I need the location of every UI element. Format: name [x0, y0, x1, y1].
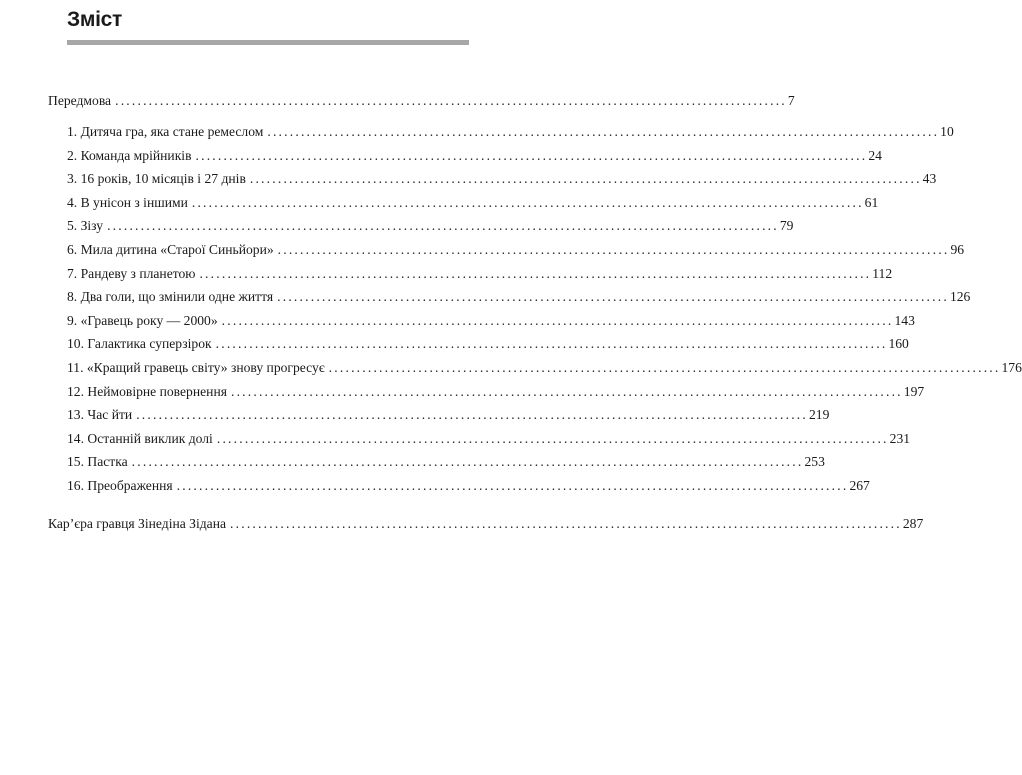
dot-leader: ........................................................................................................................	[277, 289, 949, 305]
toc-entry-label: 3. 16 років, 10 місяців і 27 днів	[67, 171, 246, 187]
toc-entry-chapter[interactable]	[67, 194, 879, 212]
toc-entry-page: 287	[902, 516, 924, 531]
toc-entry-career[interactable]	[48, 515, 924, 533]
toc-entry-page: 7	[787, 93, 795, 108]
toc-entry-label: 7. Рандеву з планетою	[67, 265, 196, 281]
toc-entry-chapter[interactable]	[67, 312, 915, 330]
dot-leader: ........................................................................................................................	[230, 516, 902, 531]
toc-entry-page: 24	[868, 147, 882, 163]
toc-entry-label: 15. Пастка	[67, 454, 128, 470]
dot-leader: ........................................................................................................................	[107, 218, 779, 234]
toc-entry-page: 197	[903, 383, 925, 399]
toc-entry-chapter[interactable]	[67, 217, 794, 235]
dot-leader: ........................................................................................................................	[199, 265, 872, 281]
dot-leader: ........................................................................................................................	[249, 171, 922, 187]
toc-entry-label: 16. Преображення	[67, 478, 173, 493]
toc-entry-page: 61	[864, 194, 879, 210]
toc-entry-chapter[interactable]	[67, 335, 909, 353]
toc-entry-label: 10. Галактика суперзірок	[67, 336, 212, 352]
dot-leader: ........................................................................................................................	[191, 194, 864, 210]
toc-entry-label: 11. «Кращий гравець світу» знову прогресує	[67, 360, 325, 375]
dot-leader: ........................................................................................................................	[136, 407, 808, 423]
toc-entry-label: 1. Дитяча гра, яка стане ремеслом	[67, 124, 264, 139]
toc-entry-chapter[interactable]	[67, 383, 925, 401]
toc-entry-page: 112	[872, 265, 893, 281]
toc-entry-page: 176	[1001, 360, 1022, 375]
toc-entry-label: 4. В унісон з іншими	[67, 194, 188, 210]
toc-entry-page: 219	[809, 407, 830, 423]
toc-entry-label: 14. Останній виклик долі	[67, 430, 213, 446]
toc-entry-chapter[interactable]	[67, 241, 965, 259]
toc-entry-label: 2. Команда мрійників	[67, 147, 192, 163]
dot-leader: ........................................................................................................................	[131, 454, 804, 470]
toc-entry-label: 8. Два голи, що змінили одне життя	[67, 289, 274, 305]
toc-entry-page: 253	[804, 454, 825, 470]
dot-leader: ........................................................................................................................	[176, 478, 849, 493]
toc-entry-page: 96	[950, 242, 965, 257]
toc-entry-preface[interactable]	[48, 92, 795, 110]
toc-entry-page: 79	[779, 218, 794, 234]
toc-entry-chapter[interactable]	[67, 147, 882, 165]
dot-leader: ........................................................................................................................	[195, 147, 868, 163]
dot-leader: ........................................................................................................................	[277, 242, 950, 257]
dot-leader: ........................................................................................................................	[267, 124, 940, 139]
toc-entry-page: 43	[922, 171, 937, 187]
toc-entry-chapter[interactable]	[67, 123, 954, 141]
toc-entry-page: 10	[940, 124, 954, 139]
toc-entry-chapter[interactable]	[67, 288, 971, 306]
toc-entry-page: 267	[849, 478, 870, 493]
dot-leader: ........................................................................................................................	[115, 93, 787, 108]
dot-leader: ........................................................................................................................	[328, 360, 1001, 375]
toc-entry-label: 9. «Гравець року — 2000»	[67, 312, 218, 328]
toc-entry-chapter[interactable]	[67, 406, 830, 424]
dot-leader: ........................................................................................................................	[221, 312, 894, 328]
toc-entry-label: 6. Мила дитина «Старої Синьйори»	[67, 242, 274, 257]
toc-entry-page: 231	[889, 430, 911, 446]
toc-entry-label: 5. Зізу	[67, 218, 104, 234]
dot-leader: ........................................................................................................................	[216, 430, 889, 446]
toc-entry-chapter[interactable]	[67, 430, 911, 448]
toc-entry-page: 143	[894, 312, 915, 328]
title-rule	[67, 40, 469, 45]
toc-entry-chapter[interactable]	[67, 477, 870, 495]
page-title: Зміст	[67, 8, 122, 31]
toc-entry-page: 126	[949, 289, 971, 305]
toc-entry-chapter[interactable]	[67, 170, 937, 188]
toc-entry-label: 13. Час йти	[67, 407, 133, 423]
toc-entry-label: Кар’єра гравця Зінедіна Зідана	[48, 516, 227, 531]
dot-leader: ........................................................................................................................	[215, 336, 888, 352]
toc-entry-label: Передмова	[48, 93, 112, 108]
dot-leader: ........................................................................................................................	[230, 383, 903, 399]
toc-entry-chapter[interactable]	[67, 265, 893, 283]
toc-entry-chapter[interactable]	[67, 359, 1022, 377]
toc-entry-label: 12. Неймовірне повернення	[67, 383, 227, 399]
toc-entry-chapter[interactable]	[67, 453, 825, 471]
toc-entry-page: 160	[888, 336, 909, 352]
